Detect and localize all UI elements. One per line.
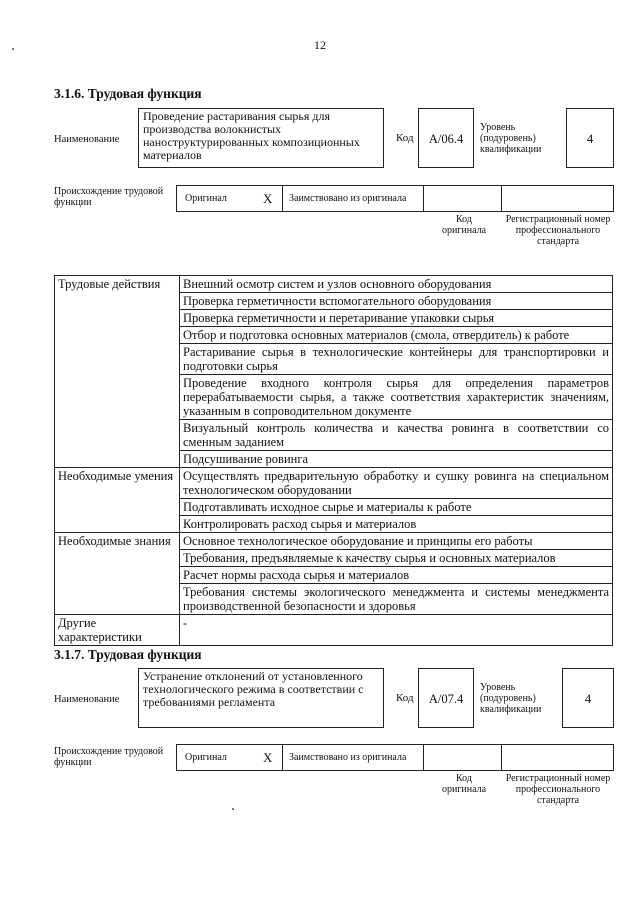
knowledge-item: Требования, предъявляемые к качеству сырья и основных материалов xyxy=(180,550,613,567)
code-label-316: Код xyxy=(396,132,414,144)
table-row xyxy=(55,615,613,646)
labor-actions-label: Трудовые действия xyxy=(55,276,180,468)
code-label-317: Код xyxy=(396,692,414,704)
other-value: - xyxy=(180,615,613,646)
name-label-317: Наименование xyxy=(54,694,120,705)
knowledge-item: Основное технологическое оборудование и принципы его работы xyxy=(180,533,613,550)
borrowed-label-317: Заимствовано из оригинала xyxy=(289,752,407,763)
skill-item: Осуществлять предварительную обработку и сушку ровинга на специальном технологическом оборудовании xyxy=(180,468,613,499)
original-label-317: Оригинал xyxy=(185,752,227,763)
code-original-label-317: Код оригинала xyxy=(441,773,487,795)
labor-function-table xyxy=(54,275,613,646)
labor-action-item: Проведение входного контроля сырья для определения параметров перерабатываемости сырья, а также соответствия характеристик значениям, указанным в сопроводительном документе xyxy=(180,375,613,420)
original-mark-316: X xyxy=(263,191,273,206)
origin-row-316 xyxy=(176,185,614,212)
skills-label: Необходимые умения xyxy=(55,468,180,533)
borrowed-label-316: Заимствовано из оригинала xyxy=(289,193,407,204)
origin-row-317 xyxy=(176,744,614,771)
labor-action-item: Внешний осмотр систем и узлов основного оборудования xyxy=(180,276,613,293)
labor-action-item: Проверка герметичности вспомогательного оборудования xyxy=(180,293,613,310)
knowledge-item: Расчет нормы расхода сырья и материалов xyxy=(180,567,613,584)
original-label-316: Оригинал xyxy=(185,193,227,204)
skill-item: Подготавливать исходное сырье и материалы к работе xyxy=(180,499,613,516)
other-label: Другие характеристики xyxy=(55,615,180,646)
function-name-317: Устранение отклонений от установленного технологического режима в соответствии с требованиями регламента xyxy=(138,668,384,728)
code-value-317: A/07.4 xyxy=(418,668,474,728)
origin-label-317: Происхождение трудовой функции xyxy=(54,746,164,768)
function-name-316: Проведение растаривания сырья для производства волокнистых наноструктурированных композиционных материалов xyxy=(138,108,384,168)
level-label-317: Уровень (подуровень) квалификации xyxy=(480,682,542,715)
labor-action-item: Проверка герметичности и перетаривание упаковки сырья xyxy=(180,310,613,327)
section-heading-316: 3.1.6. Трудовая функция xyxy=(54,86,202,101)
scan-speck xyxy=(232,808,234,810)
knowledge-label: Необходимые знания xyxy=(55,533,180,615)
labor-action-item: Растаривание сырья в технологические контейнеры для транспортировки и подготовки сырья xyxy=(180,344,613,375)
reg-number-label-317: Регистрационный номер профессионального стандарта xyxy=(505,773,611,806)
origin-label-316: Происхождение трудовой функции xyxy=(54,186,164,208)
labor-action-item: Подсушивание ровинга xyxy=(180,451,613,468)
level-value-316: 4 xyxy=(566,108,614,168)
original-mark-317: X xyxy=(263,750,273,765)
table-row xyxy=(55,276,613,293)
table-row xyxy=(55,533,613,550)
skill-item: Контролировать расход сырья и материалов xyxy=(180,516,613,533)
scan-speck xyxy=(12,48,14,50)
labor-action-item: Отбор и подготовка основных материалов (смола, отвердитель) к работе xyxy=(180,327,613,344)
code-value-316: A/06.4 xyxy=(418,108,474,168)
level-value-317: 4 xyxy=(562,668,614,728)
labor-action-item: Визуальный контроль количества и качества ровинга в соответствии со сменным заданием xyxy=(180,420,613,451)
name-label-316: Наименование xyxy=(54,134,120,145)
reg-number-label-316: Регистрационный номер профессионального стандарта xyxy=(505,214,611,247)
page-number: 12 xyxy=(314,38,326,52)
knowledge-item: Требования системы экологического менеджмента и системы менеджмента производственной безопасности и здоровья xyxy=(180,584,613,615)
code-original-label-316: Код оригинала xyxy=(441,214,487,236)
level-label-316: Уровень (подуровень) квалификации xyxy=(480,122,542,155)
table-row xyxy=(55,468,613,499)
section-heading-317: 3.1.7. Трудовая функция xyxy=(54,647,202,662)
